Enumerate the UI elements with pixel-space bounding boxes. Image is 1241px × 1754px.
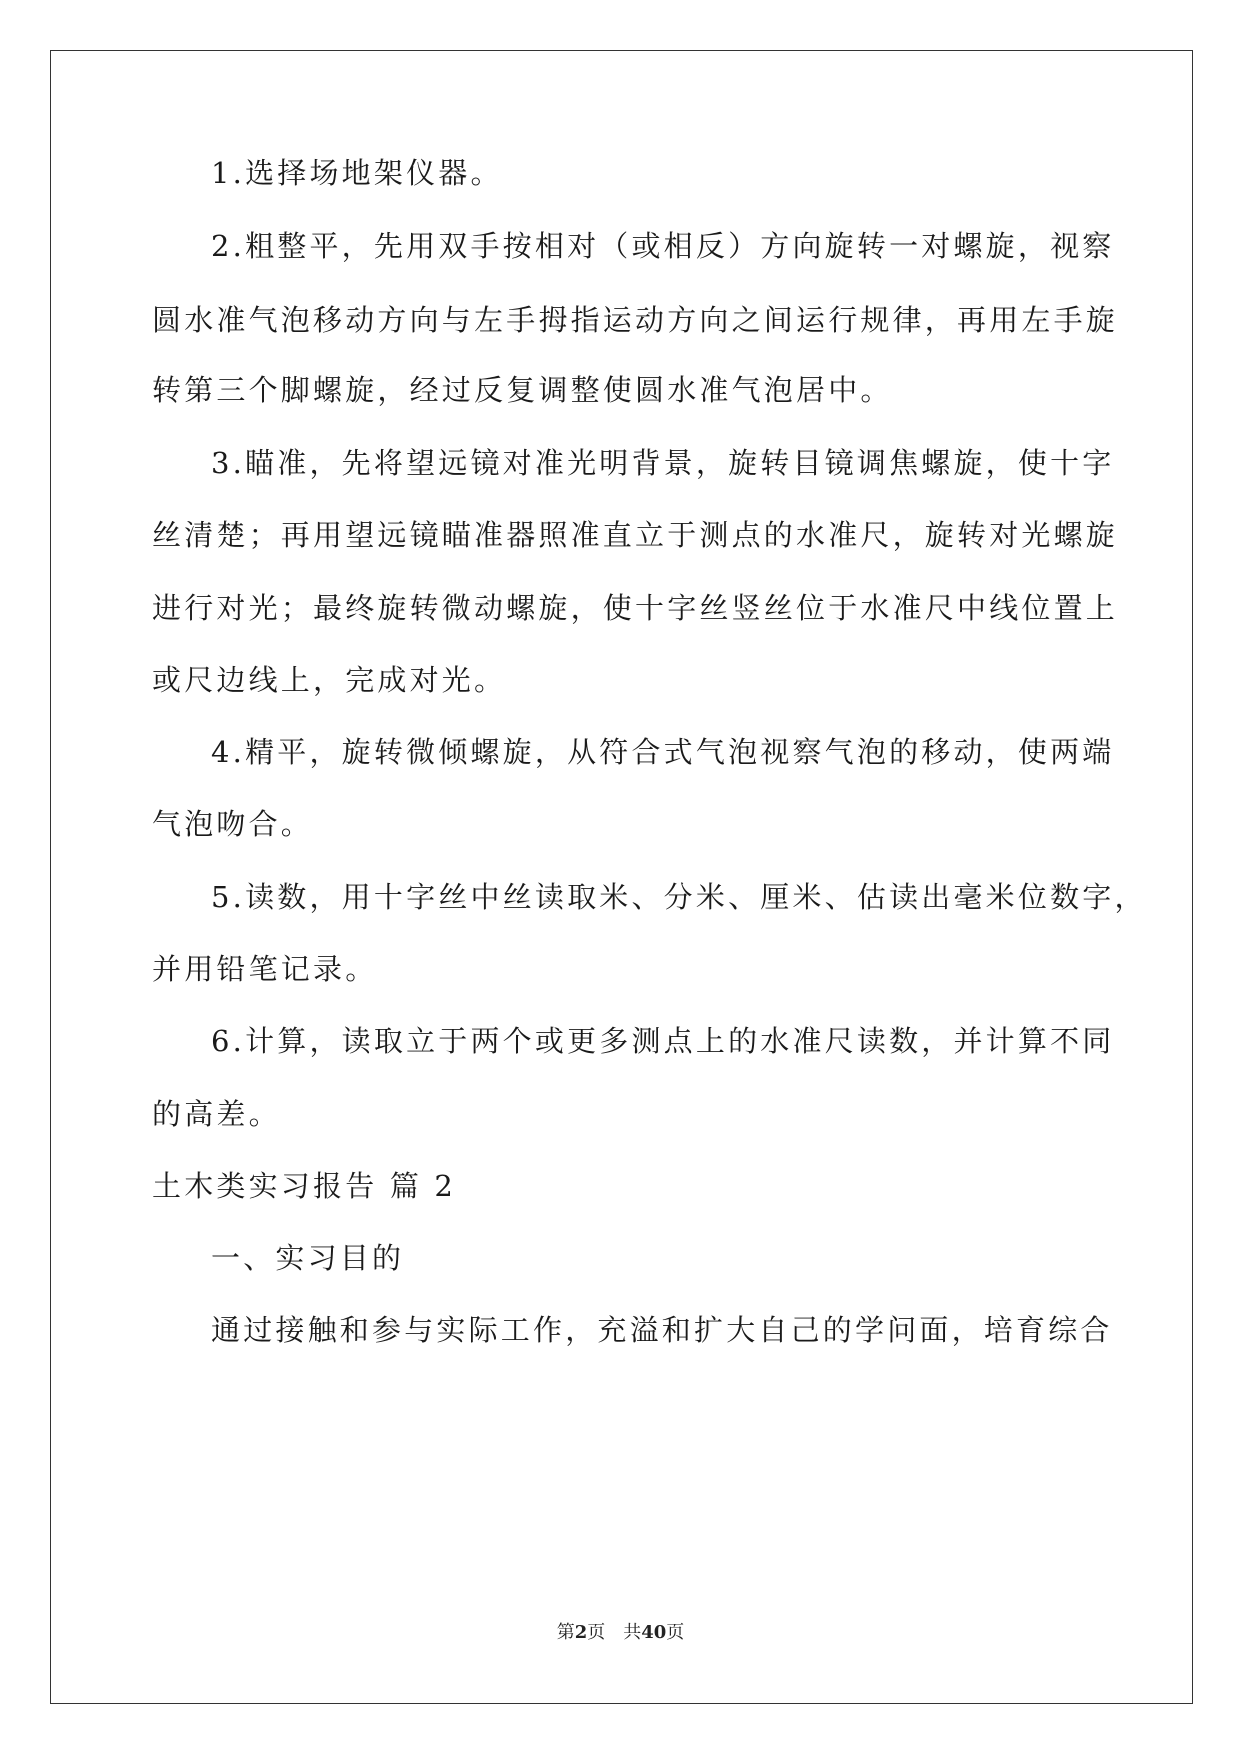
paragraph-line: 2.粗整平，先用双手按相对（或相反）方向旋转一对螺旋，视察 — [211, 229, 1115, 263]
paragraph-line: 并用铅笔记录。 — [152, 952, 378, 986]
footer-total-pages: 40 — [641, 1622, 667, 1643]
page-footer — [0, 1621, 1241, 1645]
paragraph-line: 的高差。 — [152, 1097, 281, 1131]
paragraph-line: 进行对光；最终旋转微动螺旋，使十字丝竖丝位于水准尺中线位置上 — [152, 591, 1119, 625]
paragraph-line: 4.精平，旋转微倾螺旋，从符合式气泡视察气泡的移动，使两端 — [211, 735, 1115, 769]
paragraph-line: 1.选择场地架仪器。 — [211, 156, 503, 190]
subsection-heading: 一、实习目的 — [211, 1241, 405, 1275]
paragraph-line: 通过接触和参与实际工作，充溢和扩大自己的学问面，培育综合 — [211, 1313, 1113, 1347]
paragraph-line: 丝清楚；再用望远镜瞄准器照准直立于测点的水准尺，旋转对光螺旋 — [152, 518, 1119, 552]
footer-current-page: 2 — [574, 1622, 588, 1643]
paragraph-line: 3.瞄准，先将望远镜对准光明背景，旋转目镜调焦螺旋，使十字 — [211, 446, 1115, 480]
footer-page-suffix: 页 — [666, 1622, 685, 1643]
paragraph-line: 转第三个脚螺旋，经过反复调整使圆水准气泡居中。 — [152, 373, 893, 407]
paragraph-line: 气泡吻合。 — [152, 807, 314, 841]
footer-page-mid: 页 共 — [587, 1622, 642, 1643]
footer-page-prefix: 第 — [556, 1622, 575, 1643]
section-heading: 土木类实习报告 篇 2 — [152, 1169, 457, 1203]
paragraph-line: 或尺边线上，完成对光。 — [152, 663, 507, 697]
paragraph-line: 5.读数，用十字丝中丝读取米、分米、厘米、估读出毫米位数字， — [211, 880, 1147, 914]
paragraph-line: 6.计算，读取立于两个或更多测点上的水准尺读数，并计算不同 — [211, 1024, 1115, 1058]
paragraph-line: 圆水准气泡移动方向与左手拇指运动方向之间运行规律，再用左手旋 — [152, 303, 1119, 337]
